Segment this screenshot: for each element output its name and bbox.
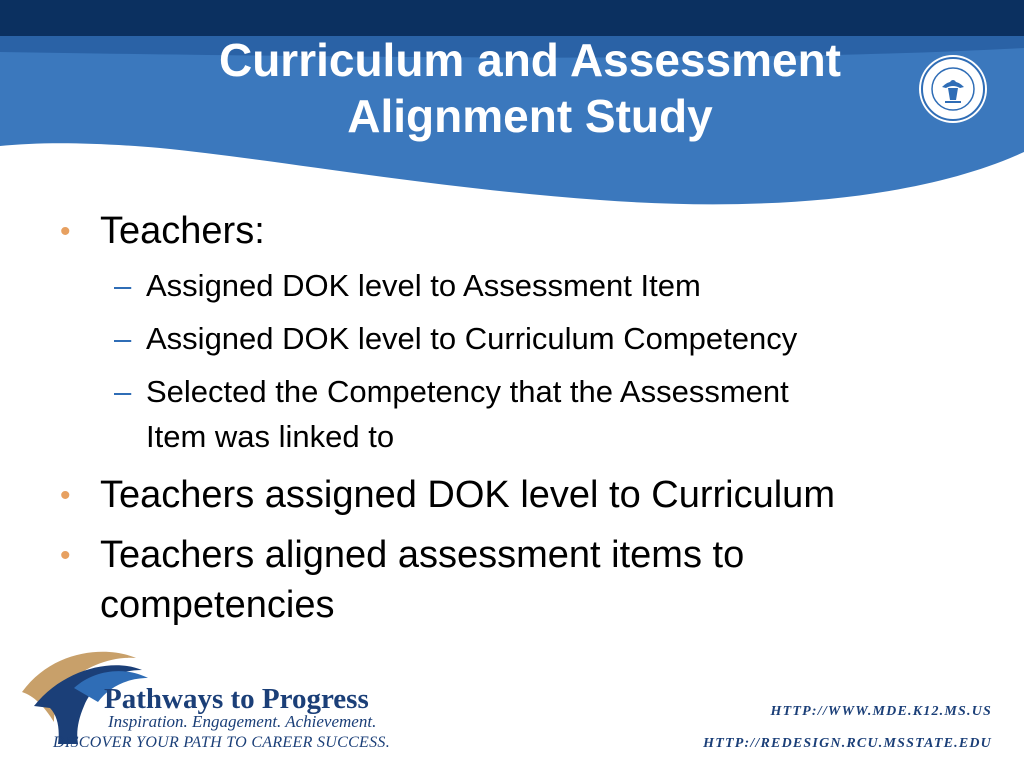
- sub-bullet-continuation: Item was linked to: [146, 419, 395, 454]
- dash-marker: –: [114, 374, 132, 409]
- sub-bullet-item: [114, 372, 789, 412]
- bullet-continuation: competencies: [100, 584, 335, 626]
- bullet-marker: •: [60, 479, 71, 512]
- dash-marker: –: [114, 321, 132, 356]
- sub-bullet-item: [114, 319, 798, 359]
- logo-tagline: Inspiration. Engagement. Achievement.: [108, 712, 377, 731]
- bullet-item: [60, 532, 745, 578]
- logo-name: Pathways to Progress: [104, 683, 369, 715]
- sub-bullet-text: Assigned DOK level to Curriculum Competency: [146, 321, 798, 356]
- footer-url-redesign[interactable]: HTTP://REDESIGN.RCU.MSSTATE.EDU: [703, 736, 992, 751]
- dash-marker: –: [114, 268, 132, 303]
- bullet-marker: •: [60, 539, 71, 572]
- sub-bullet-item: [114, 266, 701, 306]
- bullet-text: Teachers assigned DOK level to Curriculum: [100, 474, 835, 516]
- slide-title-line1: Curriculum and Assessment: [218, 34, 842, 86]
- slide-title-line2: Alignment Study: [347, 90, 713, 142]
- sub-bullet-text: Assigned DOK level to Assessment Item: [146, 268, 701, 303]
- bullet-marker: •: [60, 215, 71, 248]
- bullet-text: Teachers aligned assessment items to: [100, 534, 745, 576]
- logo-subline: DISCOVER YOUR PATH TO CAREER SUCCESS.: [53, 734, 391, 751]
- sub-bullet-text: Selected the Competency that the Assessment: [146, 374, 789, 409]
- footer-url-mde[interactable]: HTTP://WWW.MDE.K12.MS.US: [770, 704, 992, 719]
- bullet-item: [60, 472, 835, 518]
- bullet-text: Teachers:: [100, 210, 265, 252]
- bullet-item: [60, 208, 265, 254]
